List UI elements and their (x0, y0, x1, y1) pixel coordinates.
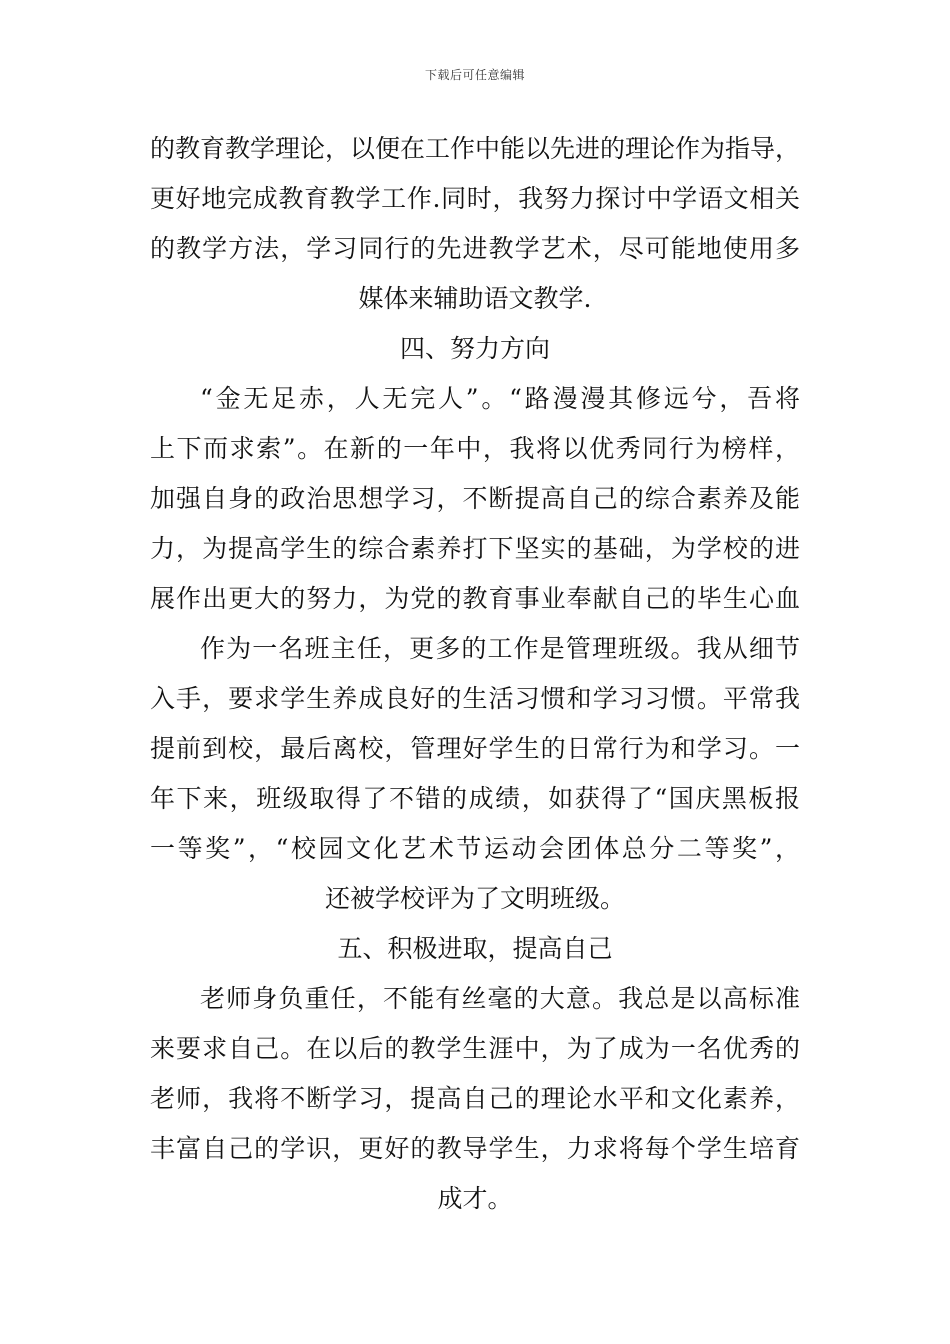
text-line: 的教学方法，学习同行的先进教学艺术，尽可能地使用多 (150, 234, 800, 263)
text-line: 丰富自己的学识，更好的教导学生，力求将每个学生培育 (150, 1134, 800, 1163)
text-line: 更好地完成教育教学工作.同时，我努力探讨中学语文相关 (150, 184, 800, 213)
text-line: “金无足赤，人无完人”。“路漫漫其修远兮，吾将 (200, 384, 800, 413)
paragraph-effort-direction (150, 374, 800, 624)
paragraph-class-management (150, 624, 800, 924)
text-line: 入手，要求学生养成良好的生活习惯和学习习惯。平常我 (150, 684, 800, 713)
text-line: 力，为提高学生的综合素养打下坚实的基础，为学校的进 (150, 534, 800, 563)
paragraph-self-improvement (150, 974, 800, 1224)
text-line: 作为一名班主任，更多的工作是管理班级。我从细节 (200, 634, 800, 663)
text-line: 加强自身的政治思想学习，不断提高自己的综合素养及能 (150, 484, 800, 513)
text-line: 的教育教学理论，以便在工作中能以先进的理论作为指导， (150, 134, 801, 163)
text-line: 一等奖”，“校园文化艺术节运动会团体总分二等奖”， (150, 834, 800, 863)
section-heading-4: 四、努力方向 (399, 334, 550, 363)
text-line: 媒体来辅助语文教学. (358, 284, 592, 313)
text-line: 来要求自己。在以后的教学生涯中，为了成为一名优秀的 (150, 1034, 800, 1063)
text-line: 提前到校，最后离校，管理好学生的日常行为和学习。一 (150, 734, 800, 763)
paragraph-teaching-theory (150, 124, 800, 324)
text-line: 还被学校评为了文明班级。 (324, 884, 625, 913)
text-line: 展作出更大的努力，为党的教育事业奉献自己的毕生心血 (150, 584, 800, 613)
page-header-watermark: 下载后可任意编辑 (424, 68, 525, 82)
text-line: 老师，我将不断学习，提高自己的理论水平和文化素养， (150, 1084, 800, 1113)
text-line: 成才。 (437, 1184, 513, 1213)
section-heading-5: 五、积极进取，提高自己 (337, 934, 613, 963)
text-line: 上下而求索”。在新的一年中，我将以优秀同行为榜样， (150, 434, 800, 463)
text-line: 年下来，班级取得了不错的成绩，如获得了“国庆黑板报 (150, 784, 800, 813)
document-body (150, 124, 800, 1224)
text-line: 老师身负重任，不能有丝毫的大意。我总是以高标准 (200, 984, 800, 1013)
